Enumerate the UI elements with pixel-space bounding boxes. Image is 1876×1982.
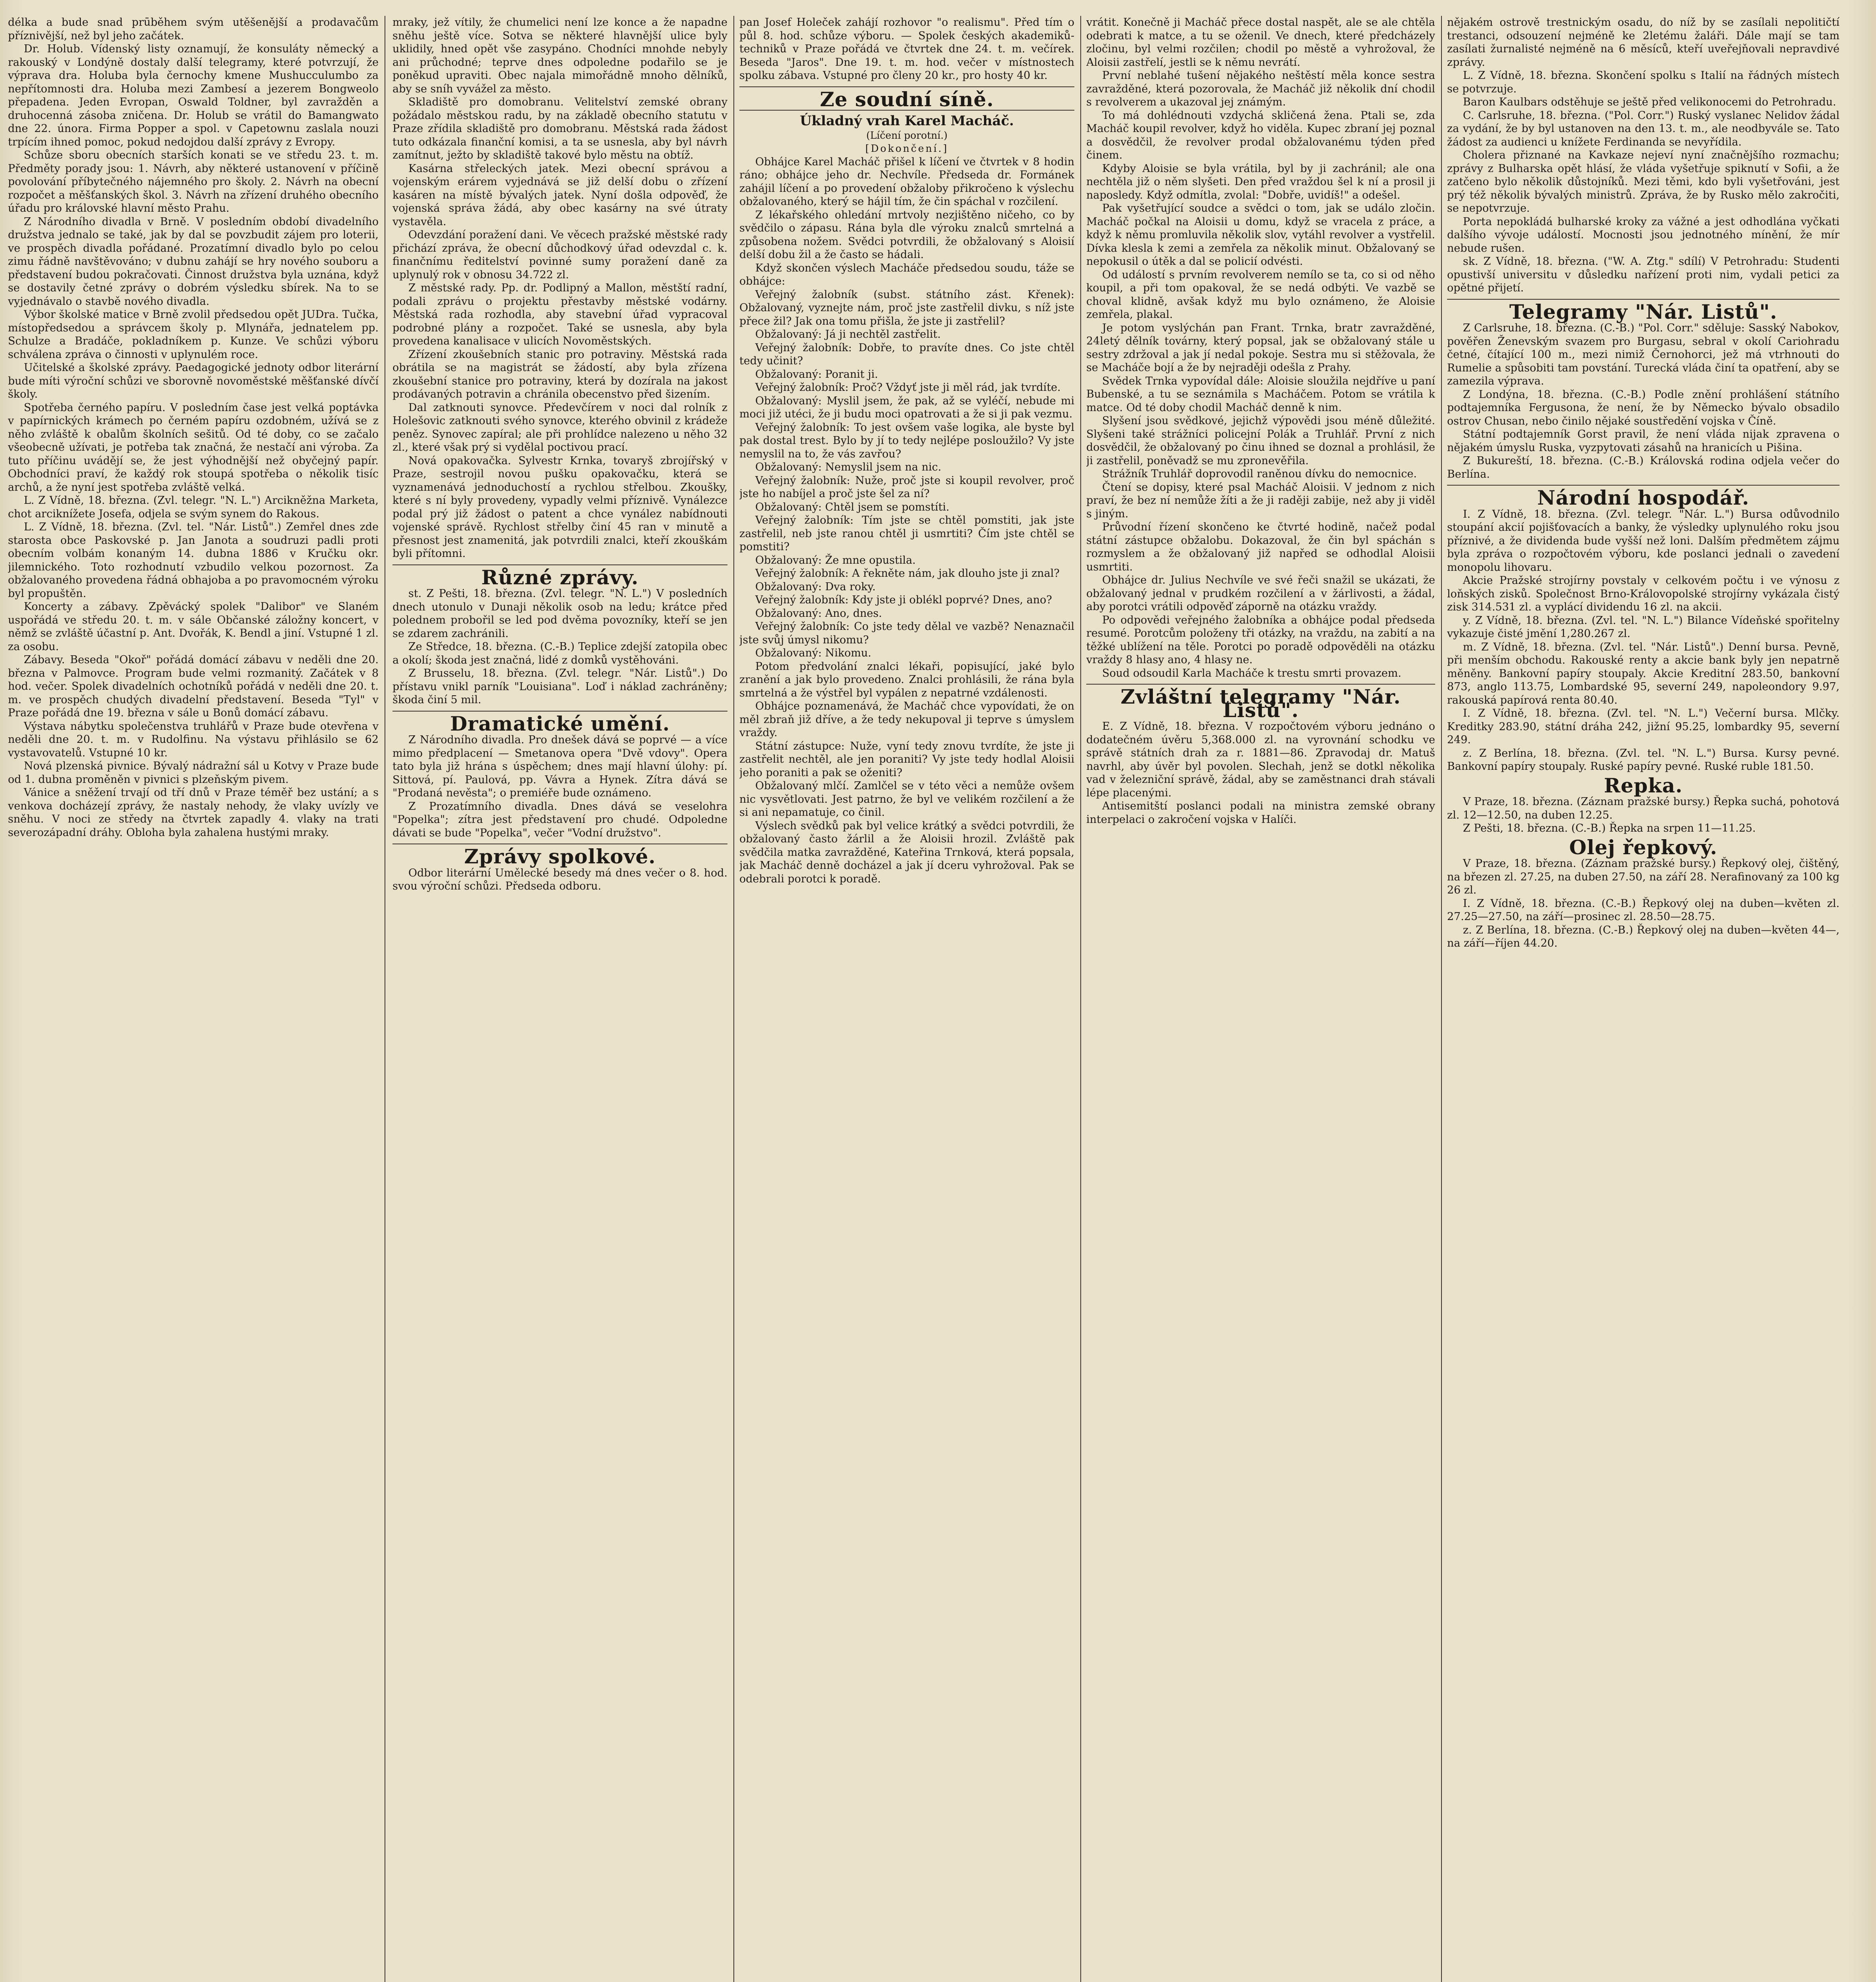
article-paragraph: Výstava nábytku společenstva truhlářů v Praze bude otevřena v neděli dne 20. t. m. v Rudolfinu. Na výstavu přihlásilo se 62 vystavovatelů. Vstupné 10 kr. [8,720,379,759]
article-paragraph: délka a bude snad prūběhem svým utěšenější a prodavačům příznivější, než byl jeho začátek. [8,16,379,42]
article-paragraph: Odbor literární Umělecké besedy má dnes večer o 8. hod. svou výroční schůzi. Předseda odboru. [392,867,727,892]
article-paragraph: vrátit. Konečně ji Macháč přece dostal naspět, ale se ale chtěla odebrati k matce, a tu se oženil. Ve dnech, které předcházely zločinu, byl velmi rozčilen; chodil po městě a vyhrožoval, že Aloisii zastřelí, jestli se k němu nevrátí. [1086,16,1435,69]
section-divider [1447,485,1840,486]
article-paragraph: První neblahé tušení nějakého neštěstí měla konce sestra zavražděné, která pozorovala, že Macháč již několik dní chodil s revolverem a ukazoval jej známým. [1086,69,1435,108]
article-paragraph: Slyšení jsou svědkové, jejichž výpovědi jsou méně důležité. Slyšeni také strážníci policejní Polák a Truhlář. První z nich dosvědčil, že obžalovaný po činu ihned se doznal a prohlásil, že ji zastřelil, poněvadž se mu zpronevěřila. [1086,415,1435,467]
article-paragraph: Z Bukureští, 18. března. (C.-B.) Královská rodina odjela večer do Berlína. [1447,455,1840,480]
article-paragraph: Strážník Truhlář doprovodil raněnou dívku do nemocnice. [1102,468,1417,480]
article-paragraph: st. Z Pešti, 18. března. (Zvl. telegr. "N. L.") V posledních dnech utonulo v Dunaji několik osob na ledu; krátce před polednem probořil se led pod dvěma povozníky, kteří se jen se zdarem zachránili. [392,587,727,640]
section-divider [392,711,727,712]
article-paragraph: Z lékařského ohledání mrtvoly nezjištěno ničeho, co by svědčilo o zápasu. Rána byla dle výroku znalců smrtelná a způsobena nožem. Svědci potvrdili, že obžalovaný s Aloisií delší dobu žil a že často se hádali. [739,209,1074,261]
dialogue-line: Státní zástupce: Nuže, vyní tedy znovu tvrdíte, že jste ji zastřelit nechtěl, ale jen poraniti? Vy jste tedy hodlal Aloisii jeho poraniti a pak se oženiti? [739,740,1074,779]
dialogue-line: Obžalovaný: Já ji nechtěl zastřelit. [755,328,941,341]
dialogue-line: Veřejný žalobník (subst. státního zást. Křenek): Obžalovaný, vyznejte nám, proč jste zastřelil divku, s níž jste přece žil? Jak ona tomu přišla, že jste ji zastřelil? [739,288,1074,327]
article-paragraph: Z městské rady. Pp. dr. Podlipný a Mallon, městští radní, podali zprávu o projektu přestavby městské vodárny. Městská rada rozhodla, aby stavební úřad vypracoval podrobné plány a rozpočet. Také se usnesla, aby byla provedena kanalisace v ulicích Novoměstských. [392,282,727,347]
dialogue-line: Veřejný žalobník: Dobře, to pravíte dnes. Co jste chtěl tedy učinit? [739,341,1074,367]
article-paragraph: I. Z Vídně, 18. března. (Zvl. tel. "N. L.") Večerní bursa. Mlčky. Kreditky 283.90, státní dráha 242, jižní 95.25, lombardky 95, severní 249. [1447,707,1840,746]
article-paragraph: Soud odsoudil Karla Macháče k trestu smrti provazem. [1102,667,1401,679]
dialogue-line: Obžalovaný: Nikomu. [755,647,871,659]
article-paragraph: Státní podtajemník Gorst pravil, že není vláda nijak zpravena o nějakém úmyslu Ruska, vyzpytovati zásahů na hranicích u Pišina. [1447,428,1840,454]
column-5 [1447,16,1840,1982]
article-paragraph: Schůze sboru obecních starších konati se ve středu 23. t. m. Předměty porady jsou: 1. Návrh, aby některé ustanovení v příčině povolování příbytečného nájemného pro školy. 2. Návrh na obecní rozpočet a měšťanských škol. 3. Návrh na zřízení druhého obecního úřadu pro královské hlavní město Prahu. [8,149,379,214]
article-paragraph: V Praze, 18. března. (Záznam pražské bursy.) Řepka suchá, pohotová zl. 12—12.50, na duben 12.25. [1447,796,1840,821]
section-divider [1086,684,1435,685]
article-subtitle: (Líčení porotní.) [866,129,948,141]
column-4 [1086,16,1435,1982]
section-heading-olej-repkovy: Olej řepkový. [1569,835,1717,859]
article-paragraph: V Praze, 18. března. (Záznam pražské bursy.) Řepkový olej, čištěný, na březen zl. 27.25, na duben 27.50, na září 28. Nerafinovaný za 100 kg 26 zl. [1447,857,1840,896]
article-paragraph: Z Prozatímního divadla. Dnes dává se veselohra "Popelka"; zítra jest představení pro chudé. Odpoledne dávati se bude "Popelka", večer "Vodní družstvo". [392,800,727,839]
article-paragraph: Skladiště pro domobranu. Velitelství zemské obrany požádalo městskou radu, by na základě obecního statutu v Praze zřídila skladiště pro domobranu. Městská rada žádost tuto odkázala finanční komisi, a ta se usnesla, aby byl návrh zamítnut, ježto by skladiště takové bylo městu na obtíž. [392,96,727,161]
article-paragraph: Z Pešti, 18. března. (C.-B.) Řepka na srpen 11—11.25. [1463,822,1756,834]
article-paragraph: Dal zatknouti synovce. Předevčírem v noci dal rolník z Holešovic zatknouti svého synovce, kterého obvinil z krádeže peněz. Synovec zapíral; ale při prohlídce nalezeno u něho 32 zl., které však prý si vydělal poctivou prací. [392,401,727,453]
article-paragraph: Z Národního divadla. Pro dnešek dává se poprvé — a více mimo předplacení — Smetanova opera "Dvě vdovy". Opera tato byla již hrána s úspěchem; dnes mají hlavní úlohy: pí. Sittová, pí. Paulová, pp. Vávra a Hynek. Zítra dává se "Prodaná nevěsta"; o premiéře bude oznámeno. [392,734,727,799]
article-paragraph: L. Z Vídně, 18. března. Skončení spolku s Italií na řádných místech se potvrzuje. [1447,69,1840,95]
section-heading-telegramy: Telegramy "Nár. Listů". [1509,300,1778,323]
article-paragraph: Kasárna střeleckých jatek. Mezi obecní správou a vojenským erárem vyjednává se již delší dobu o zřízení kasáren na místě bývalých jatek. Nyní došla odpověď, že vojenská správa žádá, aby obec kasárny na své útraty vystavěla. [392,162,727,228]
dialogue-line: Obžalovaný: Nemyslil jsem na nic. [755,461,942,473]
article-paragraph: Koncerty a zábavy. Zpěvácký spolek "Dalibor" ve Slaném uspořádá ve středu 20. t. m. v sále Občanské záložny koncert, v němž se zvláště účastní p. Ant. Dvořák, K. Bendl a jiní. Vstupné 1 zl. za osobu. [8,601,379,653]
article-paragraph: Antisemitští poslanci podali na ministra zemské obrany interpelaci o zakročení vojska v Halíči. [1086,800,1435,826]
dialogue-line: Veřejný žalobník: To jest ovšem vaše logika, ale byste byl pak dostal trest. Bylo by jí to tedy nejlépe posloužilo? Vy jste nemyslil na to, že vás zavřou? [739,421,1074,460]
article-paragraph: Když skončen výslech Macháče předsedou soudu, táže se obhájce: [739,262,1074,287]
article-paragraph: Cholera přiznané na Kavkaze nejeví nyní značnějšího rozmachu; zprávy z Bulharska opět hlásí, že vláda vyšetřuje spiknutí v Sofii, a že zatčeno bylo několik důstojníků. Mezi těmi, kdo byli vyšetřováni, jest prý též několik bývalých ministrů. Zpráva, že by Rusko mělo zakročiti, se nepotvrzuje. [1447,149,1840,214]
article-paragraph: Ze Středce, 18. března. (C.-B.) Teplice zdejší zatopila obec a okolí; škoda jest značná, lidé z domků vystěhováni. [392,641,727,666]
article-paragraph: Zřízení zkoušebních stanic pro potraviny. Městská rada obrátila se na magistrát se žádostí, aby byla zřízena zkoušební stanice pro potraviny, která by dozírala na jakost prodávaných potravin a chránila obecenstvo před šizením. [392,348,727,400]
article-paragraph: Obhájce dr. Julius Nechvíle ve své řeči snažil se ukázati, že obžalovaný jednal v prudkém rozčilení a v žárlivosti, a žádal, aby porotci vrátili odpověď záporně na otázku vraždy. [1086,574,1435,613]
article-paragraph: Pak vyšetřující soudce a svědci o tom, jak se událo zločin. Macháč počkal na Aloisii u domu, když se vracela z práce, a když k němu promluvila několik slov, vytáhl revolver a vystřelil. Dívka klesla k zemi a zemřela za několik minut. Obžalovaný se nepokusil o útěk a dal se policií odvésti. [1086,202,1435,268]
article-paragraph: z. Z Berlína, 18. března. (Zvl. tel. "N. L.") Bursa. Kursy pevné. Bankovní papíry stoupaly. Ruské papíry pevné. Ruské ruble 181.50. [1447,747,1840,773]
article-paragraph: Svědek Trnka vypovídal dále: Aloisie sloužila nejdříve u paní Bubenské, a tu se seznámila s Macháčem. Potom se vrátila k matce. Od té doby chodil Macháč denně k nim. [1086,375,1435,414]
article-paragraph: Po odpovědi veřejného žalobníka a obhájce podal předseda resumé. Porotcům položeny tři otázky, na vraždu, na zabití a na těžké ublížení na těle. Porotci po poradě odpověděli na otázku vraždy 8 hlasy ano, 4 hlasy ne. [1086,614,1435,666]
article-paragraph: Z Londýna, 18. března. (C.-B.) Podle znění prohlášení státního podtajemníka Fergusona, že není, že by Německo bývalo obsadilo ostrov Chusan, nebo činilo nějaké soustředění vojska v Číně. [1447,388,1840,427]
article-paragraph: Akcie Pražské strojírny povstaly v celkovém počtu i ve výnosu z loňských zisků. Společnost Brno-Královopolské strojírny vykázala čistý zisk 314.531 zl. a vyplácí dividendu 16 zl. na akcii. [1447,574,1840,613]
dialogue-line: Obžalovaný: Dva roky. [755,580,876,593]
dialogue-line: Veřejný žalobník: Tím jste se chtěl pomstiti, jak jste zastřelil, neb jste ranou chtěl ji usmrtiti? Čím jste chtěl se pomstiti? [739,514,1074,553]
section-divider [1447,299,1840,300]
dialogue-line: Veřejný žalobník: Nuže, proč jste si koupil revolver, proč jste ho nabíjel a proč jste šel za ní? [739,474,1074,500]
dialogue-line: Obžalovaný: Chtěl jsem se pomstíti. [755,501,949,513]
dialogue-line: Veřejný žalobník: Kdy jste ji oblékl poprvé? Dnes, ano? [755,594,1052,606]
column-2 [392,16,727,1982]
dialogue-line: Obžalovaný: Myslil jsem, že pak, až se vyléčí, nebude mi moci již utéci, že ji budu moci opatrovati a že si ji pak vezmu. [739,394,1074,420]
column-rule [1080,16,1081,1982]
section-divider [392,564,727,565]
section-heading-ze-soudni-sine: Ze soudní síně. [820,87,994,111]
article-paragraph: Obhájce poznamenává, že Macháč chce vypovídati, že on měl zbraň již dříve, a že tedy nekupoval ji teprve s úmyslem vraždy. [739,700,1074,739]
section-heading-repka: Repka. [1604,773,1683,797]
article-paragraph: Baron Kaulbars odstěhuje se ještě před velikonocemi do Petrohradu. [1463,96,1836,108]
article-paragraph: Z Brusselu, 18. března. (Zvl. telegr. "Nár. Listů".) Do přístavu vnikl parník "Louisiana". Loď i náklad zachráněny; škoda činí 5 mil. [392,667,727,706]
article-paragraph: L. Z Vídně, 18. března. (Zvl. telegr. "N. L.") Arcikněžna Marketa, chot arciknížete Josefa, odjela se svým synem do Rakous. [8,494,379,520]
article-paragraph: C. Carlsruhe, 18. března. ("Pol. Corr.") Ruský vyslanec Nelidov žádal za vydání, že by byl ustanoven na den 13. t. m., ale neodbyvále se. Tato žádost za audienci u knížete Ferdinanda se nevyřídila. [1447,109,1840,148]
article-paragraph: Od událostí s prvním revolverem nemílo se ta, co si od něho koupil, a při tom opakoval, že se nedá odbýti. Ve vazbě se choval klidně, avšak když mu bylo oznámeno, že Aloisie zemřela, plakal. [1086,268,1435,321]
column-3 [739,16,1074,1982]
dialogue-line: Obžalovaný: Poranit ji. [755,368,878,381]
article-paragraph: Čtení se dopisy, které psal Macháč Aloisii. V jednom z nich praví, že bez ní nemůže žíti a že ji raději zabije, než aby ji viděl s jiným. [1086,481,1435,520]
article-paragraph: Zábavy. Beseda "Okoř" pořádá domácí zábavu v neděli dne 20. března v Palmovce. Program bude velmi rozmanitý. Začátek v 8 hod. večer. Spolek divadelních ochotníků pořádá v neděli dne 20. t. m. ve prospěch chudých divadelní představení. Beseda "Tyl" v Praze pořádá dne 19. března v sále u Bonů domácí zábavu. [8,654,379,719]
article-paragraph: Z Národního divadla v Brně. V posledním období divadelního družstva jednalo se také, jak by dal se povzbudit zájem pro loterii, ve prospěch divadla pořádané. Prozatímní divadlo bylo po celou zimu řádně navštěvováno; v dubnu zahájí se hry nového souboru a představení budou pokračovati. Činnost družstva byla uznána, když se dostavily četné zprávy o dobrém výsledku sbírek. Na to se vyjednávalo o stavbě nového divadla. [8,215,379,308]
article-paragraph: m. Z Vídně, 18. března. (Zvl. tel. "Nár. Listů".) Denní bursa. Pevně, při menším obchodu. Rakouské renty a akcie bank byly jen nepatrně měněny. Bankovní papíry stoupaly. Akcie Kreditní 283.50, bankovní 873, anglo 113.75, Lombardské 95, severní 249, napoleondory 9.97, rakouská papírová renta 80.40. [1447,641,1840,706]
article-paragraph: Výslech svědků pak byl velice krátký a svědci potvrdili, že obžalovaný často žárlil a že Aloisii hrozil. Zvláště pak svědčila matka zavražděné, Kateřina Trnková, která popsala, jak Macháč denně docházel a jak jí dceru vyhrožoval. Pak se odebrali porotci k poradě. [739,819,1074,885]
article-paragraph: Porta nepokládá bulharské kroky za vážné a jest odhodlána vyčkati dalšího vývoje událostí. Mocnosti jsou jednotného mínění, že mír nebude rušen. [1447,215,1840,254]
article-paragraph: Výbor školské matice v Brně zvolil předsedou opět JUDra. Tučka, místopředsedou a správcem školy p. Mlynářa, jednatelem pp. Schulze a Bradáče, pokladníkem p. Kunze. Ve schůzi výboru schválena zpráva o činnosti v uplynulém roce. [8,308,379,361]
column-1 [8,16,379,1982]
column-rule [1441,16,1442,1982]
article-paragraph: Nová opakovačka. Sylvestr Krnka, tovaryš zbrojířský v Praze, sestrojil novou pušku opakovačku, která se vyznamenává jednoduchostí a rychlou střelbou. Zkoušky, které s ní byly provedeny, vypadly velmi příznivě. Vynálezce podal prý již žádost o patent a chce vynález nabídnouti vojenské správě. Rychlost střelby činí 45 ran v minutě a přesnost jest znamenitá, jak potvrdili znalci, kteří zkouškám byli přítomni. [392,454,727,560]
article-paragraph: Potom předvolání znalci lékaři, popisující, jaké bylo zranění a jak bylo provedeno. Znalci prohlásili, že rána byla smrtelná a že výstřel byl vypálen z nepatrné vzdálenosti. [739,660,1074,699]
article-paragraph: Je potom vyslýchán pan Frant. Trnka, bratr zavražděné, 24letý dělník továrny, který popsal, jak se obžalovaný stále u sestry zdržoval a jak jí nedal pokoje. Sestra mu si stěžovala, že se Macháče bojí a že by nejraději odešla z Prahy. [1086,321,1435,374]
article-paragraph: Nová plzenská pivnice. Bývalý nádražní sál u Kotvy v Praze bude od 1. dubna proměněn v pivnici s plzeňským pivem. [8,760,379,786]
article-continuation-note: [Dokončení.] [865,143,949,154]
section-heading-narodni-hospodar: Národní hospodář. [1537,486,1750,509]
article-paragraph: Vánice a sněžení trvají od tří dnů v Praze téměř bez ustání; a s venkova docházejí zprávy, že nastaly nehody, že vlaky uvízly ve sněhu. V noci ze středy na čtvrtek zapadly 4. vlaky na trati severozápadní dráhy. Obloha byla zahalena hustými mraky. [8,786,379,839]
dialogue-line: Obžalovaný: Že mne opustila. [755,554,916,566]
article-paragraph: Obhájce Karel Macháč přišel k líčení ve čtvrtek v 8 hodin ráno; obhájce jeho dr. Nechvíle. Předseda dr. Formánek zahájil líčení a po provedení obžaloby přikročeno k výslechu obžalovaného, který se hájil tím, že čin spáchal v rozčilení. [739,155,1074,208]
section-divider [739,86,1074,87]
article-paragraph: Obžalovaný mlčí. Zamlčel se v této věci a nemůže ovšem nic vysvětlovati. Jest patrno, že byl ve velikém rozčilení a že si ani nepamatuje, co činil. [739,780,1074,819]
article-paragraph: E. Z Vídně, 18. března. V rozpočtovém výboru jednáno o dodatečném úvěru 5,368.000 zl. na vyrovnání schodku ve správě státních drah za r. 1881—86. Zpravodaj dr. Matuš navrhl, aby úvěr byl povolen. Slechah, jenž se dotkl několika vad v železniční správě, žádal, aby se zaměstnanci drah stávali lépe placenými. [1086,720,1435,799]
section-heading-zpravy-spolkove: Zprávy spolkové. [464,845,656,868]
article-paragraph: Učitelské a školské zprávy. Paedagogické jednoty odbor literární bude míti výroční schůzi ve sborovně novoměstské měšťanské dívčí školy. [8,362,379,400]
article-paragraph: L. Z Vídně, 18. března. (Zvl. tel. "Nár. Listů".) Zemřel dnes zde starosta obce Paskovské p. Jan Janota a soudruzi padli proti obecním volbám konaným 14. dubna 1886 v Kručku okr. jilemnického. Toto rozhodnutí vzbudilo velkou pozornost. Za obžalovaného provedena řádná obhajoba a po pravomocném výroku byl propuštěn. [8,521,379,600]
article-paragraph: nějakém ostrově trestnickým osadu, do níž by se zasílali nepolitičtí trestanci, odsouzení nejméně ke 2letému žaláři. Dále mají se tam zasílati žurnalisté nejméně na 6 měsíců, kteří uveřejňovali nepravdivé zprávy. [1447,16,1840,69]
column-rule [733,16,734,1982]
dialogue-line: Veřejný žalobník: A řekněte nám, jak dlouho jste ji znal? [755,567,1060,580]
article-paragraph: To má dohlédnouti vzdychá skličená žena. Ptali se, zda Macháč koupil revolver, když ho viděla. Kupec zbraní jej poznal a dosvědčil, že revolver prodal obžalovanému týden před činem. [1086,109,1435,161]
article-paragraph: sk. Z Vídně, 18. března. ("W. A. Ztg." sdílí) V Petrohradu: Studenti opustivší universitu v důsledku nařízení proti nim, vydali petici za opětné přijetí. [1447,255,1840,294]
section-heading-dramaticke-umeni: Dramatické umění. [450,712,670,735]
dialogue-line: Obžalovaný: Ano, dnes. [755,607,882,620]
section-heading-ruzne-zpravy: Různé zprávy. [481,565,639,589]
article-paragraph: Odevzdání poražení dani. Ve věcech pražské městské rady přichází zpráva, že obecní důchodkový úřad odevzdal c. k. finančnímu ředitelství povinné sumy poražení daně za uplynulý rok v obnosu 34.722 zl. [392,229,727,281]
article-paragraph: mraky, jež vítily, že chumelici není lze konce a že napadne sněhu ještě více. Sotva se některé hlavnější ulice byly uklidily, hned opět vše zasypáno. Chodníci mnohde nebyly ani průchodné; teprve dnes odpoledne podařilo se je poněkud upraviti. Obec najala mimořádně mnoho dělníků, aby se sníh vyvážel za město. [392,16,727,95]
article-paragraph: Kdyby Aloisie se byla vrátila, byl by ji zachránil; ale ona nechtěla již o něm slyšeti. Den před vraždou šel k ní a prosil ji naposledy. Když odmítla, zvolal: "Dobře, uvidíš!" a odešel. [1086,162,1435,201]
article-title: Úkladný vrah Karel Macháč. [800,113,1014,129]
article-paragraph: Spotřeba černého papíru. V posledním čase jest velká poptávka v papírnických krámech po černém papíru ozdobném, užívá se z něho zvláště k obalům školních sešitů. Od té doby, co se začalo všeobecně užívati, je potřeba tak značná, že nestačí ani výroba. Za tuto příčinu uvádějí se, že jest výhodnější než obyčejný papír. Obchodníci praví, že každý rok stoupá spotřeba o několik tisíc archů, a že nyní jest spotřeba zvláště velká. [8,401,379,494]
article-paragraph: Z Carlsruhe, 18. března. (C.-B.) "Pol. Corr." sděluje: Sasský Nabokov, pověřen Ženevským svazem pro Burgasu, sebral v okolí Cariohradu četné, čítající 100 m., mezi nimiž Černohorci, jež má vtrhnouti do Rumelie a spůsobiti tam povstání. Turecká vláda činí ta opatření, aby se zamezila výprava. [1447,322,1840,387]
article-paragraph: I. Z Vídně, 18. března. (Zvl. telegr. "Nár. L.") Bursa odůvodnilo stoupání akcií pojišťovacích a banky, že výsledky uplynulého roku jsou příznivé, a že dividenda bude vyšší než loni. Dalším předmětem zájmu byla zpráva o rozpočtovém výboru, kde poslanci jednali o zavedení monopolu lihovaru. [1447,508,1840,574]
article-paragraph: I. Z Vídně, 18. března. (C.-B.) Řepkový olej na duben—květen zl. 27.25—27.50, na září—prosinec zl. 28.50—28.75. [1447,897,1840,923]
article-paragraph: Průvodní řízení skončeno ke čtvrté hodině, načež podal státní zástupce obžalobu. Dokazoval, že čin byl spáchán s rozmyslem a že obžalovaný již napřed se odhodlal Aloisii usmrtiti. [1086,521,1435,573]
dialogue-line: Veřejný žalobník: Co jste tedy dělal ve vazbě? Nenaznačil jste svůj úmysl nikomu? [739,620,1074,646]
dialogue-line: Veřejný žalobník: Proč? Vždyť jste ji měl rád, jak tvrdíte. [755,381,1061,394]
article-paragraph: y. Z Vídně, 18. března. (Zvl. tel. "N. L.") Bilance Vídeňské spořitelny vykazuje čisté jmění 1,280.267 zl. [1447,614,1840,640]
section-heading-zvlastni-telegramy: Zvláštní telegramy "Nár. Listů". [1120,685,1401,722]
article-paragraph: pan Josef Holeček zahájí rozhovor "o realismu". Před tím o půl 8. hod. schůze výboru. — Spolek českých akademiků-techniků v Praze pořádá ve čtvrtek dne 24. t. m. večírek. Beseda "Jaros". Dne 19. t. m. hod. večer v místnostech spolku zábava. Vstupné pro členy 20 kr., pro hosty 40 kr. [739,16,1074,82]
article-paragraph: Dr. Holub. Vídenský listy oznamují, že konsuláty německý a rakouský v Londýně dostaly další telegramy, které potvrzují, že výprava dra. Holuba byla černochy kmene Mushucculumbo za nepřítomnosti dra. Holuba mezi Zambesí a jezerem Bongweolo přepadena. Jeden Evropan, Oswald Toldner, byl zavražděn a druhocenná zásoba zničena. Dr. Holub se vrátil do Bamangwato dne 22. února. Firma Popper a spol. v Capetownu zaslala nouzi trpícím ihned pomoc, pokud nedojdou další zprávy z Evropy. [8,43,379,148]
article-paragraph: z. Z Berlína, 18. března. (C.-B.) Řepkový olej na duben—květen 44—, na září—říjen 44.20. [1447,924,1840,949]
